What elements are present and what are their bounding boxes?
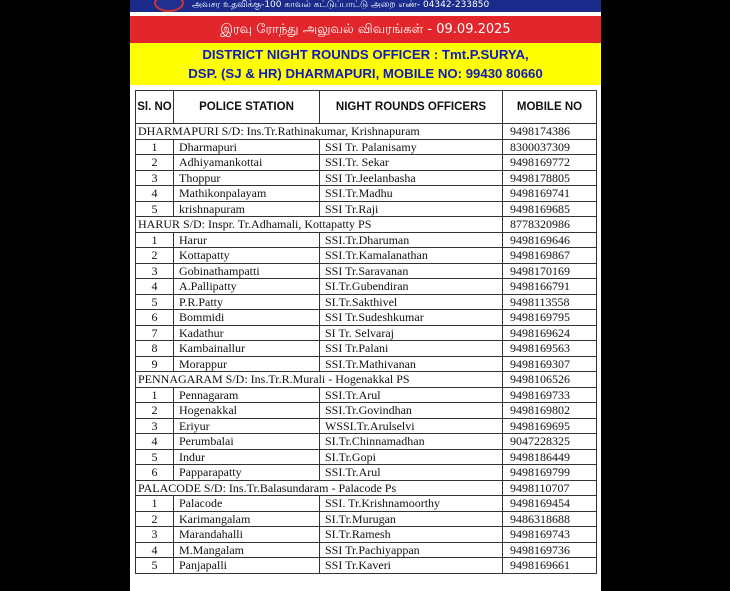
mobile-cell: 9498169661 [503, 558, 597, 574]
subdivision-label: HARUR S/D: Inspr. Tr.Adhamali, Kottapatty PS [136, 217, 503, 233]
officer-cell: SSI Tr.Sudeshkumar [320, 310, 503, 326]
police-station-cell: Pennagaram [174, 387, 320, 403]
slno-cell: 4 [136, 186, 174, 202]
police-station-cell: M.Mangalam [174, 542, 320, 558]
header-police-station: POLICE STATION [174, 91, 320, 124]
table-row [136, 558, 597, 574]
police-emblem-icon [154, 0, 184, 12]
table-row [136, 155, 597, 171]
officer-cell: SSI Tr.Saravanan [320, 263, 503, 279]
officer-cell: SSI.Tr.Arul [320, 387, 503, 403]
slno-cell: 4 [136, 279, 174, 295]
officer-cell: SI Tr. Selvaraj [320, 325, 503, 341]
table-row [136, 294, 597, 310]
slno-cell: 2 [136, 155, 174, 171]
table-row [136, 170, 597, 186]
mobile-cell: 9498169736 [503, 542, 597, 558]
slno-cell: 2 [136, 248, 174, 264]
slno-cell: 4 [136, 542, 174, 558]
mobile-cell: 9498169795 [503, 310, 597, 326]
officer-cell: SSI.Tr.Mathivanan [320, 356, 503, 372]
mobile-cell: 9498186449 [503, 449, 597, 465]
police-station-cell: P.R.Patty [174, 294, 320, 310]
police-station-cell: Gobinathampatti [174, 263, 320, 279]
table-row [136, 232, 597, 248]
table-row [136, 310, 597, 326]
officer-cell: WSSI.Tr.Arulselvi [320, 418, 503, 434]
officer-cell: SI.Tr.Chinnamadhan [320, 434, 503, 450]
police-station-cell: Bommidi [174, 310, 320, 326]
officer-cell: SSI.Tr.Dharuman [320, 232, 503, 248]
table-row [136, 325, 597, 341]
police-station-cell: Adhiyamankottai [174, 155, 320, 171]
police-station-cell: Thoppur [174, 170, 320, 186]
table-row [136, 201, 597, 217]
table-row [136, 542, 597, 558]
mobile-cell: 9498169741 [503, 186, 597, 202]
tamil-title: இரவு ரோந்து அலுவல் விவரங்கள் - 09.09.2025 [130, 16, 601, 43]
table-row [136, 418, 597, 434]
subdivision-label: PALACODE S/D: Ins.Tr.Balasundaram - Palacode Ps [136, 480, 503, 496]
officer-cell: SSI. Tr.Krishnamoorthy [320, 496, 503, 512]
table-row [136, 263, 597, 279]
header-night-rounds-officers: NIGHT ROUNDS OFFICERS [320, 91, 503, 124]
mobile-cell: 9498169743 [503, 527, 597, 543]
officer-cell: SSI Tr.Kaveri [320, 558, 503, 574]
subdivision-mobile: 9498106526 [503, 372, 597, 388]
mobile-cell: 9498169646 [503, 232, 597, 248]
officer-cell: SSI.Tr.Govindhan [320, 403, 503, 419]
officer-cell: SSI Tr.Jeelanbasha [320, 170, 503, 186]
slno-cell: 9 [136, 356, 174, 372]
table-body [136, 124, 597, 574]
mobile-cell: 9498169624 [503, 325, 597, 341]
police-station-cell: Panjapalli [174, 558, 320, 574]
slno-cell: 3 [136, 170, 174, 186]
police-station-cell: Papparapatty [174, 465, 320, 481]
mobile-cell: 9498113558 [503, 294, 597, 310]
slno-cell: 5 [136, 201, 174, 217]
subdivision-mobile: 9498110707 [503, 480, 597, 496]
night-rounds-table [135, 90, 597, 574]
police-station-cell: Kottapatty [174, 248, 320, 264]
police-station-cell: Marandahalli [174, 527, 320, 543]
mobile-cell: 9498178805 [503, 170, 597, 186]
slno-cell: 2 [136, 403, 174, 419]
helpline-banner [130, 0, 601, 12]
officer-cell: SSI.Tr.Madhu [320, 186, 503, 202]
table-header-row [136, 91, 597, 124]
mobile-cell: 9498170169 [503, 263, 597, 279]
slno-cell: 1 [136, 496, 174, 512]
mobile-cell: 9047228325 [503, 434, 597, 450]
mobile-cell: 9498169563 [503, 341, 597, 357]
mobile-cell: 9498169867 [503, 248, 597, 264]
police-station-cell: Palacode [174, 496, 320, 512]
police-station-cell: Perumbalai [174, 434, 320, 450]
slno-cell: 1 [136, 387, 174, 403]
police-station-cell: Hogenakkal [174, 403, 320, 419]
mobile-cell: 9498169685 [503, 201, 597, 217]
officer-cell: SSI Tr. Palanisamy [320, 139, 503, 155]
subdivision-mobile: 8778320986 [503, 217, 597, 233]
officer-cell: SSI Tr.Raji [320, 201, 503, 217]
police-station-cell: Morappur [174, 356, 320, 372]
subdivision-row [136, 124, 597, 140]
district-officer-line2: DSP. (SJ & HR) DHARMAPURI, MOBILE NO: 99430 80660 [188, 66, 543, 81]
subdivision-row [136, 217, 597, 233]
document-page [130, 0, 601, 591]
helpline-text: அவசர உதவிக்கு-100 காவல் கட்டுப்பாட்டு அறை எண்- 04342-233850 [192, 0, 490, 10]
table-row [136, 248, 597, 264]
officer-cell: SSI.Tr.Kamalanathan [320, 248, 503, 264]
slno-cell: 6 [136, 310, 174, 326]
district-officer-line1: DISTRICT NIGHT ROUNDS OFFICER : Tmt.P.SURYA, [202, 47, 529, 62]
officer-cell: SSI Tr.Palani [320, 341, 503, 357]
table-row [136, 279, 597, 295]
table-row [136, 449, 597, 465]
police-station-cell: Mathikonpalayam [174, 186, 320, 202]
officer-cell: SI.Tr.Gopi [320, 449, 503, 465]
officer-cell: SSI.Tr.Arul [320, 465, 503, 481]
slno-cell: 3 [136, 418, 174, 434]
police-station-cell: Eriyur [174, 418, 320, 434]
table-row [136, 341, 597, 357]
slno-cell: 5 [136, 294, 174, 310]
district-officer-banner [130, 43, 601, 85]
slno-cell: 6 [136, 465, 174, 481]
police-station-cell: krishnapuram [174, 201, 320, 217]
subdivision-row [136, 480, 597, 496]
mobile-cell: 9498169802 [503, 403, 597, 419]
police-station-cell: Indur [174, 449, 320, 465]
slno-cell: 4 [136, 434, 174, 450]
officer-cell: SI.Tr.Sakthivel [320, 294, 503, 310]
subdivision-label: DHARMAPURI S/D: Ins.Tr.Rathinakumar, Krishnapuram [136, 124, 503, 140]
slno-cell: 1 [136, 139, 174, 155]
table-row [136, 496, 597, 512]
police-station-cell: Dharmapuri [174, 139, 320, 155]
table-row [136, 511, 597, 527]
table-row [136, 139, 597, 155]
subdivision-label: PENNAGARAM S/D: Ins.Tr.R.Murali - Hogenakkal PS [136, 372, 503, 388]
table-row [136, 465, 597, 481]
mobile-cell: 9498169307 [503, 356, 597, 372]
officer-cell: SI.Tr.Murugan [320, 511, 503, 527]
slno-cell: 2 [136, 511, 174, 527]
subdivision-mobile: 9498174386 [503, 124, 597, 140]
slno-cell: 8 [136, 341, 174, 357]
mobile-cell: 8300037309 [503, 139, 597, 155]
slno-cell: 7 [136, 325, 174, 341]
slno-cell: 5 [136, 449, 174, 465]
mobile-cell: 9498169772 [503, 155, 597, 171]
table-row [136, 356, 597, 372]
police-station-cell: Harur [174, 232, 320, 248]
header-mobile-no: MOBILE NO [503, 91, 597, 124]
mobile-cell: 9486318688 [503, 511, 597, 527]
police-station-cell: Kambainallur [174, 341, 320, 357]
slno-cell: 5 [136, 558, 174, 574]
table-row [136, 434, 597, 450]
police-station-cell: Kadathur [174, 325, 320, 341]
mobile-cell: 9498169454 [503, 496, 597, 512]
police-station-cell: Karimangalam [174, 511, 320, 527]
officer-cell: SI.Tr.Gubendiran [320, 279, 503, 295]
mobile-cell: 9498169733 [503, 387, 597, 403]
subdivision-row [136, 372, 597, 388]
slno-cell: 3 [136, 263, 174, 279]
police-station-cell: A.Pallipatty [174, 279, 320, 295]
table-row [136, 527, 597, 543]
officer-cell: SSI.Tr. Sekar [320, 155, 503, 171]
table-row [136, 387, 597, 403]
slno-cell: 1 [136, 232, 174, 248]
header-slno: Sl. NO [136, 91, 174, 124]
table-row [136, 186, 597, 202]
mobile-cell: 9498169695 [503, 418, 597, 434]
officer-cell: SI.Tr.Ramesh [320, 527, 503, 543]
mobile-cell: 9498169799 [503, 465, 597, 481]
table-row [136, 403, 597, 419]
mobile-cell: 9498166791 [503, 279, 597, 295]
slno-cell: 3 [136, 527, 174, 543]
officer-cell: SSI Tr.Pachiyappan [320, 542, 503, 558]
